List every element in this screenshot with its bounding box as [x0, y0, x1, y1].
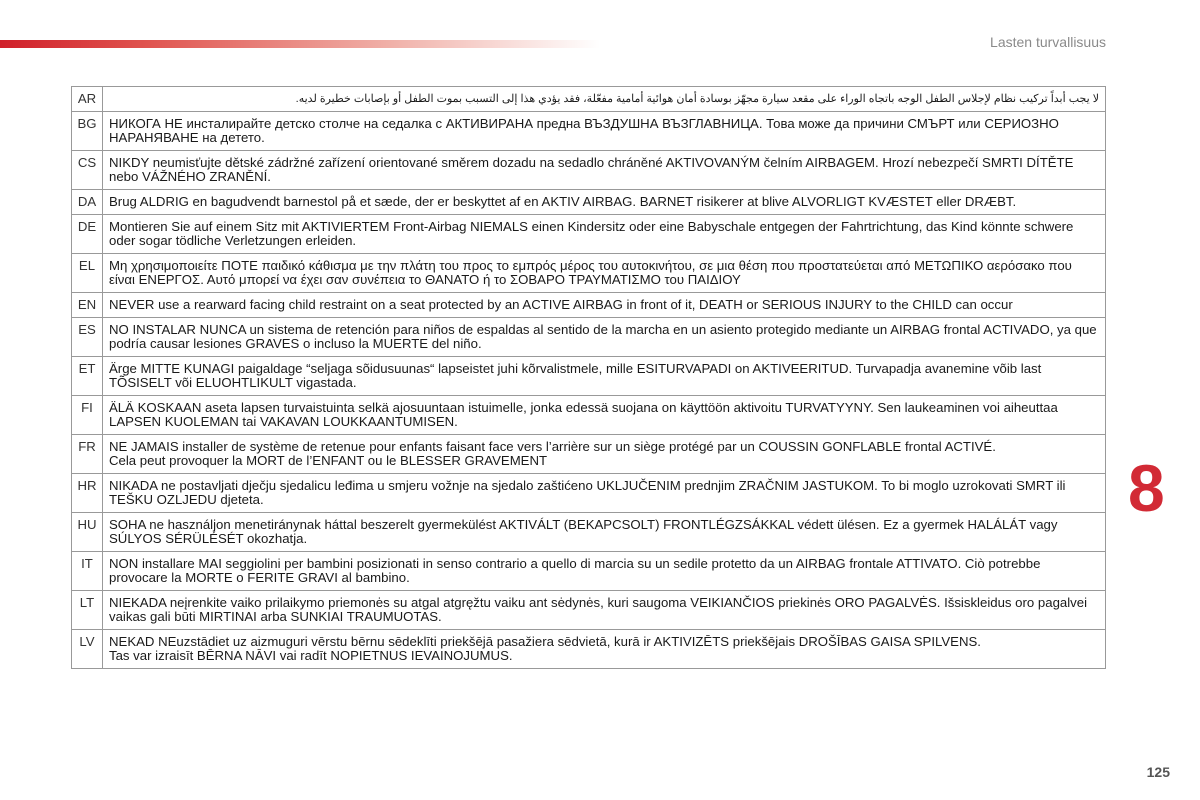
- language-code: DE: [72, 215, 103, 254]
- warning-row-hr: [72, 474, 1106, 513]
- warning-row-it: [72, 552, 1106, 591]
- warning-row-en: [72, 293, 1106, 318]
- warning-text: لا يجب أبداً تركيب نظام لإجلاس الطفل الوجه باتجاه الوراء على مقعد سيارة مجهّز بوسادة أمان هوائية أمامية مفعّلة، فقد يؤدي هذا إلى التسبب بموت الطفل أو بإصابات خطيرة لديه.: [103, 87, 1106, 112]
- section-title: Lasten turvallisuus: [990, 34, 1106, 50]
- language-code: IT: [72, 552, 103, 591]
- page-number: 125: [1146, 764, 1170, 780]
- warning-row-da: [72, 190, 1106, 215]
- language-code: LT: [72, 591, 103, 630]
- airbag-warning-table: [71, 86, 1106, 669]
- language-code: ET: [72, 357, 103, 396]
- warning-text: NEKAD NEuzstādiet uz aizmuguri vērstu bērnu sēdeklīti priekšējā pasažiera sēdvietā, kurā ir AKTIVIZĒTS priekšējais DROŠĪBAS GAISA SPILVENS. Tas var izraisīt BĒRNA NĀVI vai radīt NOPIETNUS IEVAINOJUMUS.: [103, 630, 1106, 669]
- language-code: DA: [72, 190, 103, 215]
- warning-text: NON installare MAI seggiolini per bambini posizionati in senso contrario a quello di marcia su un sedile protetto da un AIRBAG frontale ATTIVATO. Ciò potrebbe provocare la MORTE o FERITE GRAVI al bambino.: [103, 552, 1106, 591]
- warning-text: NO INSTALAR NUNCA un sistema de retención para niños de espaldas al sentido de la marcha en un asiento protegido mediante un AIRBAG frontal ACTIVADO, ya que podría causar lesiones GRAVES o incluso la MUERTE del niño.: [103, 318, 1106, 357]
- warning-text: NE JAMAIS installer de système de retenue pour enfants faisant face vers l’arrière sur un siège protégé par un COUSSIN GONFLABLE frontal ACTIVÉ. Cela peut provoquer la MORT de l’ENFANT ou le BLESSER GRAVEMENT: [103, 435, 1106, 474]
- warning-row-es: [72, 318, 1106, 357]
- warning-text: НИКОГА НЕ инсталирайте детско столче на седалка с АКТИВИРАНА предна ВЪЗДУШНА ВЪЗГЛАВНИЦА. Това може да причини СМЪРТ или СЕРИОЗНО НАРАНЯВАНЕ на детето.: [103, 112, 1106, 151]
- warning-row-lt: [72, 591, 1106, 630]
- warning-text: Ärge MITTE KUNAGI paigaldage “seljaga sõidusuunas“ lapseistet juhi kõrvalistmele, mille ESITURVAPADI on AKTIVEERITUD. Turvapadja avanemine võib last TÕSISELT või ELUOHTLIKULT vigastada.: [103, 357, 1106, 396]
- language-code: EN: [72, 293, 103, 318]
- warning-row-fi: [72, 396, 1106, 435]
- chapter-number: 8: [1128, 451, 1165, 525]
- warning-table-body: [72, 87, 1106, 669]
- warning-text: NEVER use a rearward facing child restraint on a seat protected by an ACTIVE AIRBAG in front of it, DEATH or SERIOUS INJURY to the CHILD can occur: [103, 293, 1106, 318]
- language-code: ES: [72, 318, 103, 357]
- warning-text: Μη χρησιμοποιείτε ΠΟΤΕ παιδικό κάθισμα με την πλάτη του προς το εμπρός μέρος του αυτοκινήτου, σε μια θέση που προστατεύεται από ΜΕΤΩΠΙΚΟ αερόσακο που είναι ΕΝΕΡΓΟΣ. Αυτό μπορεί να έχει σαν συνέπεια το ΘΑΝΑΤΟ ή το ΣΟΒΑΡΟ ΤΡΑΥΜΑΤΙΣΜΟ του ΠΑΙΔΙΟΥ: [103, 254, 1106, 293]
- warning-text: NIKADA ne postavljati dječju sjedalicu leđima u smjeru vožnje na sjedalo zaštićeno UKLJUČENIM prednjim ZRAČNIM JASTUKOM. To bi moglo uzrokovati SMRT ili TEŠKU OZLJEDU djeteta.: [103, 474, 1106, 513]
- warning-row-cs: [72, 151, 1106, 190]
- language-code: HR: [72, 474, 103, 513]
- warning-row-bg: [72, 112, 1106, 151]
- language-code: CS: [72, 151, 103, 190]
- language-code: AR: [72, 87, 103, 112]
- warning-text: Brug ALDRIG en bagudvendt barnestol på et sæde, der er beskyttet af en AKTIV AIRBAG. BARNET risikerer at blive ALVORLIGT KVÆSTET eller DRÆBT.: [103, 190, 1106, 215]
- warning-row-el: [72, 254, 1106, 293]
- warning-text: NIKDY neumisťujte dětské zádržné zařízení orientované směrem dozadu na sedadlo chráněné AKTIVOVANÝM čelním AIRBAGEM. Hrozí nebezpečí SMRTI DÍTĚTE nebo VÁŽNÉHO ZRANĚNÍ.: [103, 151, 1106, 190]
- language-code: FR: [72, 435, 103, 474]
- language-code: EL: [72, 254, 103, 293]
- warning-text: SOHA ne használjon menetiránynak háttal beszerelt gyermekülést AKTIVÁLT (BEKAPCSOLT) FRONTLÉGZSÁKKAL védett ülésen. Ez a gyermek HALÁLÁT vagy SÚLYOS SÉRÜLÉSÉT okozhatja.: [103, 513, 1106, 552]
- warning-row-fr: [72, 435, 1106, 474]
- language-code: LV: [72, 630, 103, 669]
- language-code: BG: [72, 112, 103, 151]
- warning-text: Montieren Sie auf einem Sitz mit AKTIVIERTEM Front-Airbag NIEMALS einen Kindersitz oder eine Babyschale entgegen der Fahrtrichtung, das Kind könnte schwere oder sogar tödliche Verletzungen erleiden.: [103, 215, 1106, 254]
- warning-row-hu: [72, 513, 1106, 552]
- language-code: FI: [72, 396, 103, 435]
- warning-text: ÄLÄ KOSKAAN aseta lapsen turvaistuinta selkä ajosuuntaan istuimelle, jonka edessä suojana on käyttöön aktivoitu TURVATYYNY. Sen laukeaminen voi aiheuttaa LAPSEN KUOLEMAN tai VAKAVAN LOUKKAANTUMISEN.: [103, 396, 1106, 435]
- warning-text: NIEKADA neįrenkite vaiko prilaikymo priemonės su atgal atgręžtu vaiku ant sėdynės, kuri saugoma VEIKIANČIOS priekinės ORO PAGALVĖS. Išsiskleidus oro pagalvei vaikas gali būti MIRTINAI arba SUNKIAI TRAUMUOTAS.: [103, 591, 1106, 630]
- warning-row-et: [72, 357, 1106, 396]
- warning-row-ar: [72, 87, 1106, 112]
- header-accent-bar: [0, 40, 600, 48]
- warning-row-de: [72, 215, 1106, 254]
- warning-row-lv: [72, 630, 1106, 669]
- language-code: HU: [72, 513, 103, 552]
